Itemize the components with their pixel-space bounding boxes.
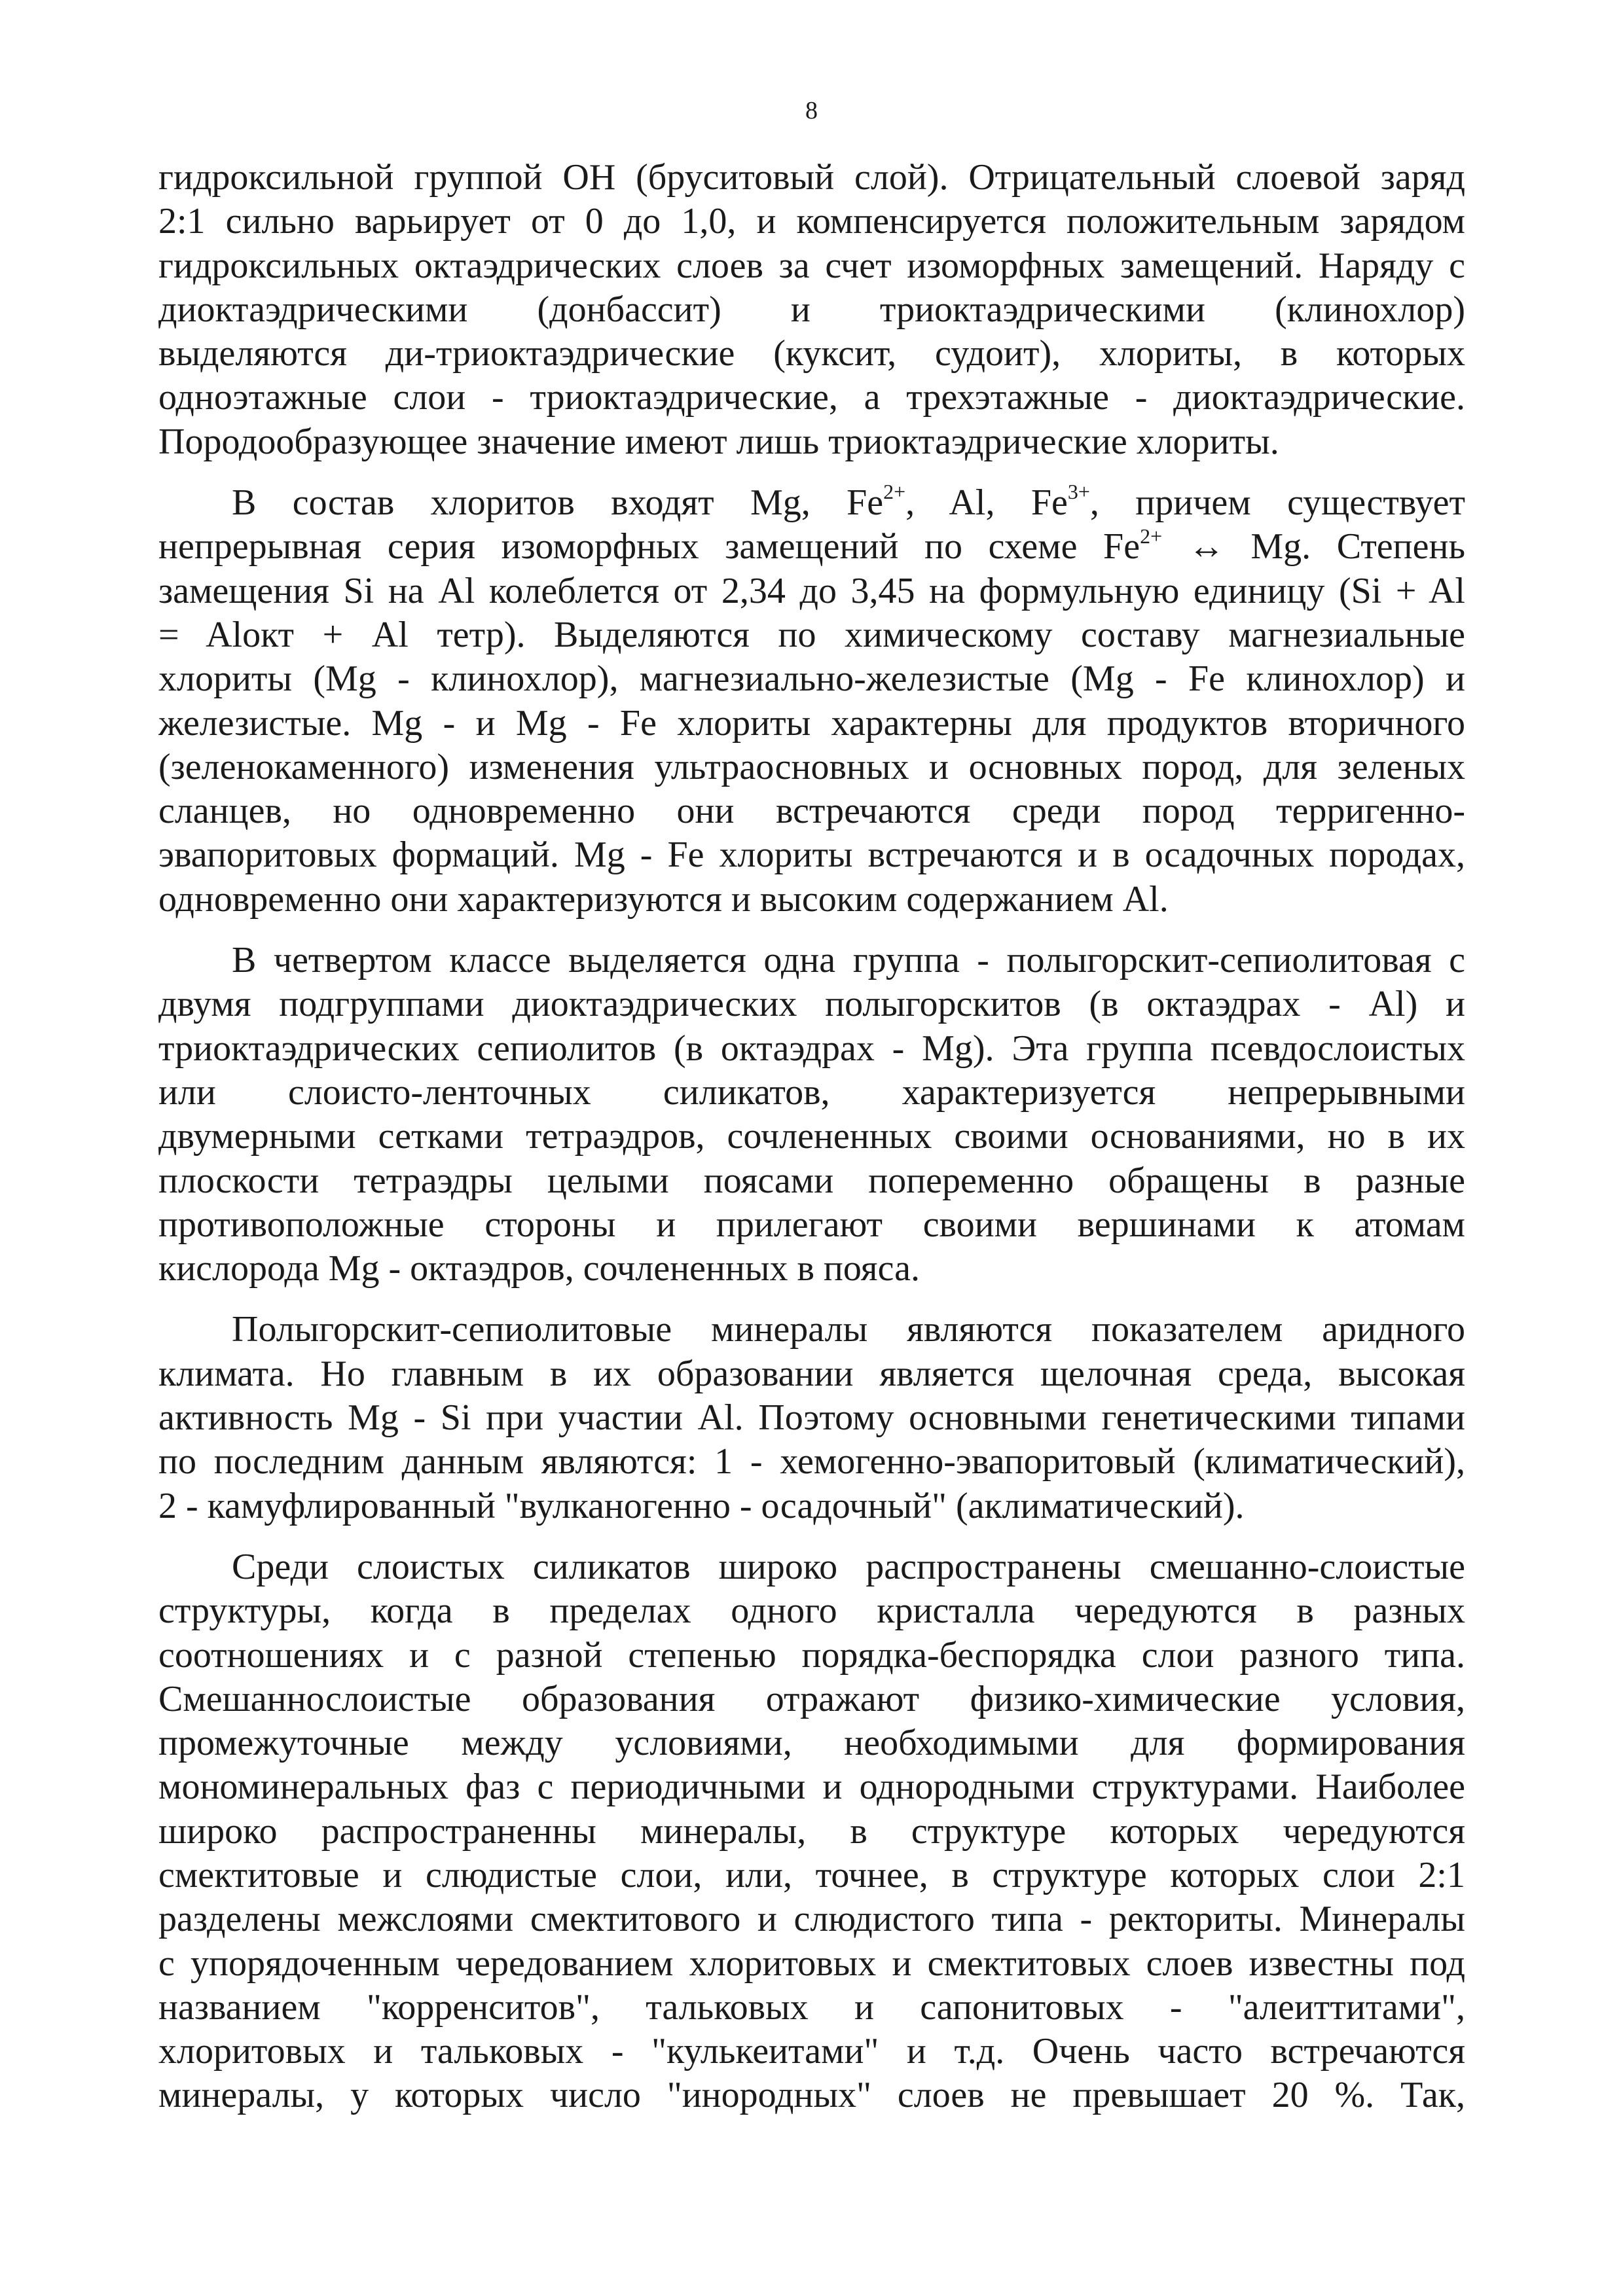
text-line: разделены межслоями смектитового и слюдистого типа - ректориты. Минералы (158, 1899, 1465, 1940)
text-line: 2:1 сильно варьирует от 0 до 1,0, и компенсируется положительным зарядом (158, 201, 1465, 242)
text-line: 2 - камуфлированный "вулканогенно - осадочный" (аклиматический). (158, 1485, 1245, 1526)
superscript: 3+ (1067, 481, 1090, 504)
text-line: = Alокт + Al тетр). Выделяются по химическому составу магнезиальные (158, 614, 1465, 655)
text-line: смектитовые и слюдистые слои, или, точнее, в структуре которых слои 2:1 (158, 1854, 1465, 1895)
text-line: хлоритовых и тальковых - "кулькеитами" и т.д. Очень часто встречаются (158, 2031, 1465, 2072)
text-line: железистые. Mg - и Mg - Fe хлориты характерны для продуктов вторичного (158, 702, 1465, 744)
text-line: сланцев, но одновременно они встречаются среди пород терригенно- (158, 791, 1465, 832)
text-line: широко распространенны минералы, в структуре которых чередуются (158, 1810, 1465, 1852)
text-line: В четвертом классе выделяется одна группа - полыгорскит-сепиолитовая с (232, 940, 1465, 981)
text-line: (зеленокаменного) изменения ультраосновных и основных пород, для зеленых (158, 746, 1465, 787)
paragraph-4 (158, 1308, 1465, 1528)
text-line: структуры, когда в пределах одного кристалла чередуются в разных (158, 1590, 1465, 1632)
text-line: кислорода Mg - октаэдров, сочлененных в пояса. (158, 1248, 920, 1289)
text-line: Породообразующее значение имеют лишь триоктаэдрические хлориты. (158, 421, 1279, 462)
text-run: В состав хлоритов входят Mg, Fe (232, 482, 884, 524)
text-run: непрерывная серия изоморфных замещений по схеме Fe (158, 526, 1140, 567)
text-line: промежуточные между условиями, необходимыми для формирования (158, 1723, 1465, 1764)
text-run: , причем существует (1089, 482, 1465, 524)
paragraph-gap (158, 464, 1465, 481)
page-number: 8 (805, 97, 818, 124)
text-line: соотношениях и с разной степенью порядка-беспорядка слои разного типа. (158, 1634, 1465, 1676)
text-line: Среди слоистых силикатов широко распространены смешанно-слоистые (232, 1546, 1465, 1587)
text-line: названием "корренситов", тальковых и сапонитовых - "алеиттитами", (158, 1986, 1465, 2028)
text-line: замещения Si на Al колеблется от 2,34 до 3,45 на формульную единицу (Si + Al (158, 570, 1465, 611)
paragraph-3 (158, 939, 1465, 1291)
text-line: гидроксильных октаэдрических слоев за счет изоморфных замещений. Наряду с (158, 245, 1465, 286)
body-text (158, 156, 1465, 2118)
text-line: мономинеральных фаз с периодичными и однородными структурами. Наиболее (158, 1767, 1465, 1808)
text-line: хлориты (Mg - клинохлор), магнезиально-железистые (Mg - Fe клинохлор) и (158, 658, 1465, 700)
text-line: гидроксильной группой ОН (бруситовый слой). Отрицательный слоевой заряд (158, 157, 1465, 198)
text-line: двумя подгруппами диоктаэдрических полыгорскитов (в октаэдрах - Al) и (158, 984, 1465, 1025)
text-line: триоктаэдрических сепиолитов (в октаэдрах - Mg). Эта группа псевдослоистых (158, 1028, 1465, 1069)
paragraph-1 (158, 156, 1465, 464)
superscript: 2+ (883, 481, 906, 504)
text-line: одноэтажные слои - триоктаэдрические, а трехэтажные - диоктаэдрические. (158, 377, 1465, 418)
text-line: минералы, у которых число "инородных" слоев не превышает 20 %. Так, (158, 2075, 1465, 2116)
paragraph-2 (158, 481, 1465, 922)
text-line: эвапоритовых формаций. Mg - Fe хлориты встречаются и в осадочных породах, (158, 834, 1465, 876)
text-line: диоктаэдрическими (донбассит) и триоктаэдрическими (клинохлор) (158, 289, 1465, 330)
text-line: с упорядоченным чередованием хлоритовых и смектитовых слоев известны под (158, 1943, 1465, 1984)
text-line: противоположные стороны и прилегают своими вершинами к атомам (158, 1204, 1465, 1245)
text-line: или слоисто-ленточных силикатов, характеризуется непрерывными (158, 1071, 1465, 1113)
superscript: 2+ (1140, 525, 1163, 548)
text-line: активность Mg - Si при участии Al. Поэтому основными генетическими типами (158, 1397, 1465, 1439)
paragraph-gap (158, 1291, 1465, 1308)
text-line: плоскости тетраэдры целыми поясами попеременно обращены в разные (158, 1160, 1465, 1201)
text-line: Полыгорскит-сепиолитовые минералы являются показателем аридного (232, 1309, 1465, 1350)
text-run: , Al, Fe (905, 482, 1068, 524)
text-line: двумерными сетками тетраэдров, сочлененных своими основаниями, но в их (158, 1116, 1465, 1157)
text-line (158, 481, 1465, 525)
text-line: по последним данным являются: 1 - хемогенно-эвапоритовый (климатический), (158, 1441, 1465, 1482)
paragraph-5 (158, 1545, 1465, 2118)
text-line: климата. Но главным в их образовании является щелочная среда, высокая (158, 1353, 1465, 1394)
text-line: одновременно они характеризуются и высоким содержанием Al. (158, 878, 1169, 920)
text-line: выделяются ди-триоктаэдрические (куксит, судоит), хлориты, в которых (158, 333, 1465, 374)
paragraph-gap (158, 922, 1465, 939)
paragraph-gap (158, 1528, 1465, 1545)
text-line (158, 525, 1465, 569)
text-line: Смешаннослоистые образования отражают физико-химические условия, (158, 1678, 1465, 1719)
text-run: ↔ Mg. Степень (1162, 526, 1465, 567)
